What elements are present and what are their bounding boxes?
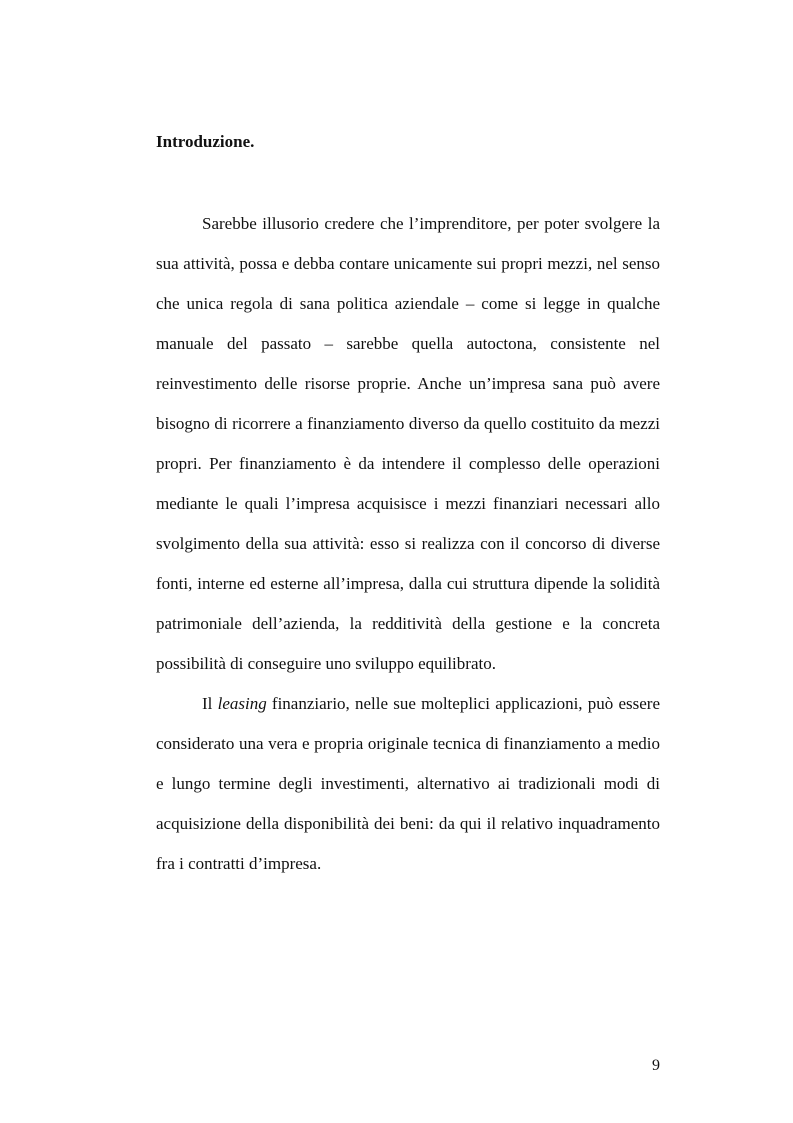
paragraph-leasing-prefix: Il <box>202 694 218 713</box>
leasing-term: leasing <box>217 694 267 713</box>
page-number: 9 <box>652 1057 660 1074</box>
section-title: Introduzione. <box>156 132 255 151</box>
paragraph-leasing-rest: finanziario, nelle sue molteplici applicazioni, può essere considerato una vera e propria originale tecnica di finanziamento a medio e lungo termine degli investimenti, alternativo ai tradizionali modi di acquisizione della disponibilità dei beni: da qui il relativo inquadramento fra i contratti d’impresa. <box>156 694 660 873</box>
paragraph-leasing <box>156 684 660 884</box>
body-text <box>156 204 660 884</box>
paragraph-introduction: Sarebbe illusorio credere che l’imprenditore, per poter svolgere la sua attività, possa e debba contare unicamente sui propri mezzi, nel senso che unica regola di sana politica aziendale – come si legge in qualche manuale del passato – sarebbe quella autoctona, consistente nel reinvestimento delle risorse proprie. Anche un’impresa sana può avere bisogno di ricorrere a finanziamento diverso da quello costituito da mezzi propri. Per finanziamento è da intendere il complesso delle operazioni mediante le quali l’impresa acquisisce i mezzi finanziari necessari allo svolgimento della sua attività: esso si realizza con il concorso di diverse fonti, interne ed esterne all’impresa, dalla cui struttura dipende la solidità patrimoniale dell’azienda, la redditività della gestione e la concreta possibilità di conseguire uno sviluppo equilibrato. <box>156 214 660 673</box>
